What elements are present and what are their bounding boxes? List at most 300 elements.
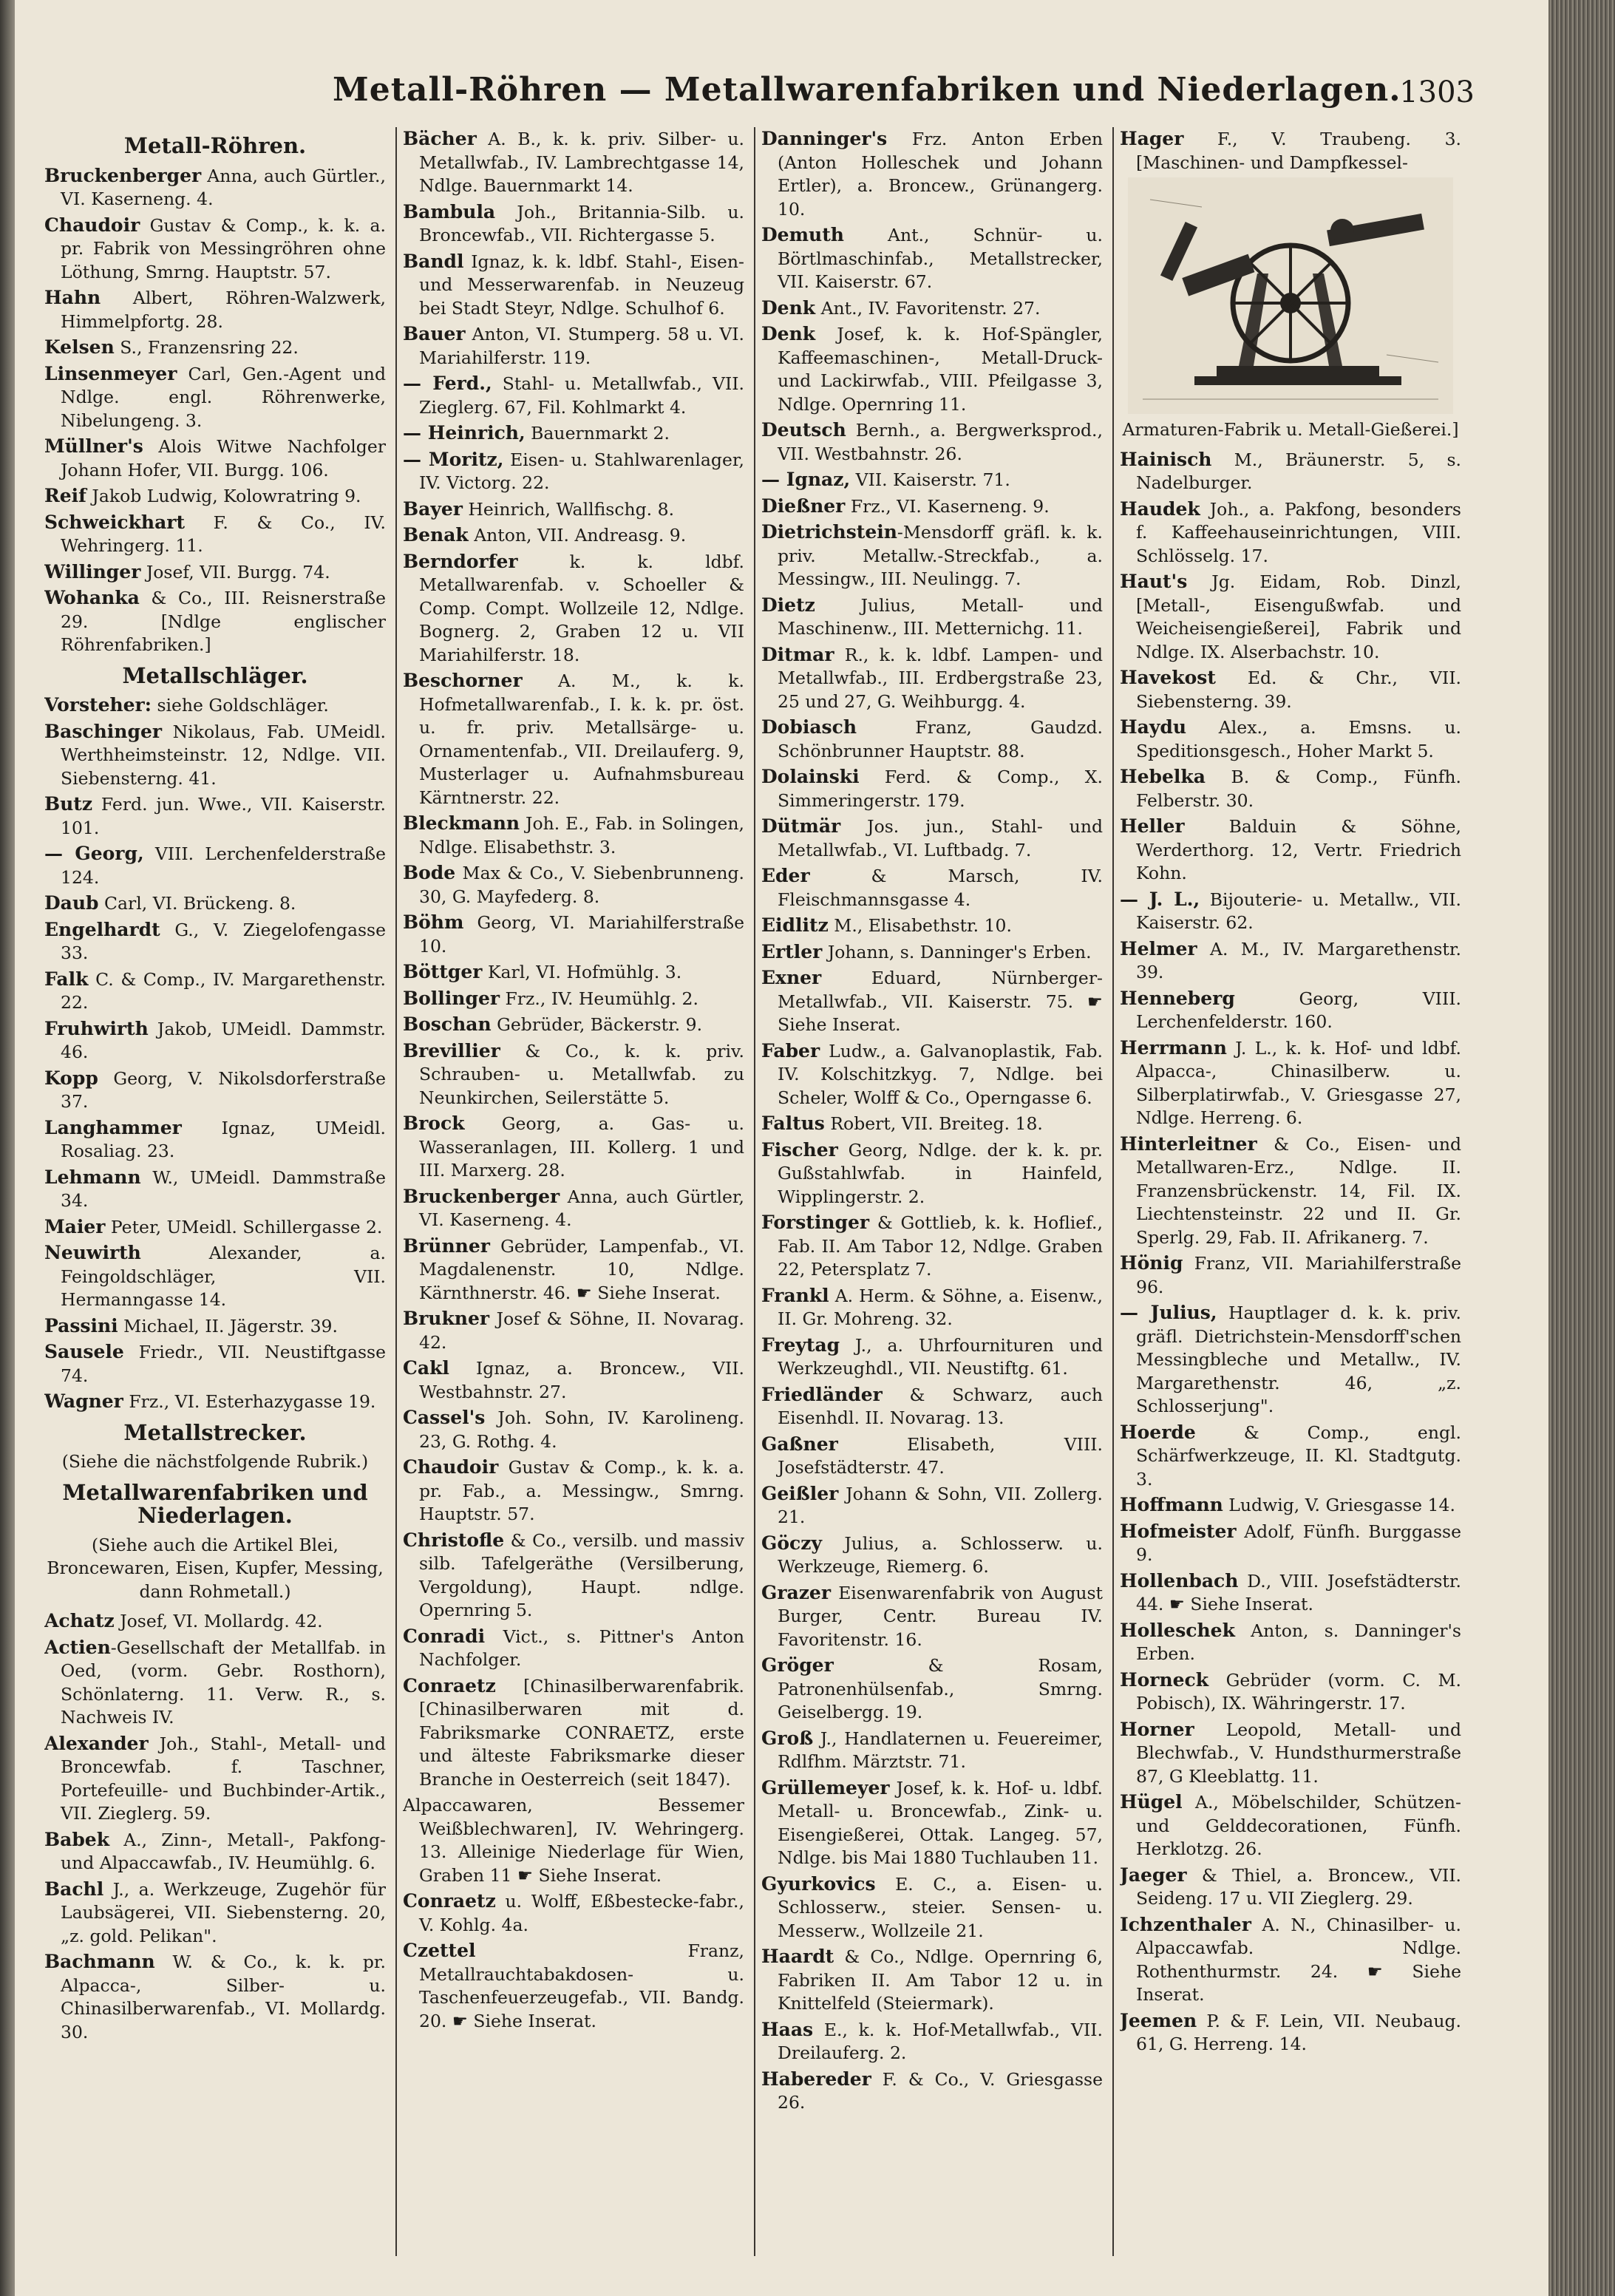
directory-entry xyxy=(403,1013,744,1037)
entry-details: & Co., Eisen- und Metallwaren-Erz., Ndlge. II. Franzensbrückenstr. 14, Fil. IX. Liechtensteinstr. 22 und II. Gr. Sperlg. 29, Fab. II. Afrikanerg. 7. xyxy=(1136,1133,1461,1248)
entry-name: Geißler xyxy=(761,1482,839,1504)
entry-details: Josef & Söhne, II. Novarag. 42. xyxy=(419,1308,744,1353)
entry-details: [Chinasilberwarenfabrik. [Chinasilberwaren mit d. Fabriksmarke CONRAETZ, erste und älteste Fabriksmarke dieser Branche in Oesterreich (seit 1847). xyxy=(419,1675,744,1790)
directory-entry xyxy=(1120,1569,1461,1617)
entry-details: Elisabeth, VIII. Josefstädterstr. 47. xyxy=(778,1433,1103,1478)
column-4-top xyxy=(1120,127,1461,174)
directory-entry xyxy=(44,214,386,285)
entry-details: G., V. Ziegelofengasse 33. xyxy=(61,919,386,963)
entry-name: Schweickhart xyxy=(44,511,186,533)
entry-details: Ignaz, a. Broncew., VII. Westbahnstr. 27. xyxy=(419,1358,744,1402)
entry-details: Bernh., a. Bergwerksprod., VII. Westbahnstr. 26. xyxy=(778,420,1103,464)
entry-details: Josef, k. k. Hof-Spängler, Kaffeemaschinen-, Metall-Druck- und Lackirwfab., VIII. Pfeilgasse 3, Ndlge. Opernring 11. xyxy=(778,324,1103,415)
entry-name: Bruckenberger xyxy=(403,1185,560,1207)
book-binding-shadow xyxy=(0,0,16,2296)
entry-name: Chaudoir xyxy=(44,214,140,236)
entry-name: Bayer xyxy=(403,497,463,520)
directory-entry xyxy=(44,560,386,585)
entry-details: Peter, UMeidl. Schillergasse 2. xyxy=(105,1216,383,1237)
entry-name: Grazer xyxy=(761,1581,831,1603)
directory-entry xyxy=(44,891,386,916)
directory-entry xyxy=(761,1654,1103,1725)
directory-entry xyxy=(403,1793,744,1887)
column-3 xyxy=(761,127,1103,2256)
entry-details: Georg, VI. Mariahilferstraße 10. xyxy=(419,912,744,957)
entry-details: k. k. ldbf. Metallwarenfab. v. Schoeller & Comp. Compt. Wollzeile 12, Ndlge. Bognerg. 2, Graben 12 u. VII Mariahilferstr. 18. xyxy=(419,551,744,665)
directory-entry xyxy=(403,250,744,321)
entry-name: Hebelka xyxy=(1120,766,1206,787)
directory-entry xyxy=(761,643,1103,714)
entry-details: Frz., VI. Esterhazygasse 19. xyxy=(123,1391,376,1412)
column-rule xyxy=(395,127,397,2256)
directory-entry xyxy=(1120,666,1461,713)
directory-entry xyxy=(44,435,386,482)
entry-details: Julius, a. Schlosserw. u. Werkzeuge, Riemerg. 6. xyxy=(778,1532,1103,1577)
directory-entry xyxy=(403,1406,744,1453)
entry-details: Jakob, UMeidl. Dammstr. 46. xyxy=(61,1018,386,1062)
entry-name: Kopp xyxy=(44,1067,98,1089)
entry-name: Daub xyxy=(44,892,99,914)
entry-details: Josef, k. k. Hof- u. ldbf. Metall- u. Broncewfab., Zink- u. Eisengießerei, Ottak. Langeg. 57, Ndlge. bis Mai 1880 Tuchlauben 11. xyxy=(778,1777,1103,1868)
entry-name: Sausele xyxy=(44,1341,124,1362)
entry-name: Hinterleitner xyxy=(1120,1132,1257,1155)
column-rule xyxy=(754,127,755,2256)
directory-entry xyxy=(1120,1864,1461,1911)
entry-details: Friedr., VII. Neustiftgasse 74. xyxy=(61,1342,386,1386)
entry-details: Balduin & Söhne, Werderthorg. 12, Vertr. Friedrich Kohn. xyxy=(1136,816,1461,883)
directory-entry xyxy=(761,1727,1103,1774)
entry-name: — Moritz, xyxy=(403,448,504,470)
entry-details: Stahl- u. Metallwfab., VII. Zieglerg. 67, Fil. Kohlmarkt 4. xyxy=(419,373,744,418)
entry-details: Hauptlager d. k. k. priv. gräfl. Dietrichstein-Mensdorff'schen Messingbleche und Metallw., IV. Margarethenstr. 46, „z. Schlosserjung". xyxy=(1136,1302,1461,1416)
entry-details: VII. Kaiserstr. 71. xyxy=(850,469,1010,490)
directory-entry xyxy=(44,1950,386,2044)
directory-entry xyxy=(1120,1790,1461,1861)
entry-details: J., a. Werkzeuge, Zugehör für Laubsägerei, VII. Siebensterng. 20, „z. gold. Pelikan". xyxy=(61,1878,386,1946)
entry-details: J. L., k. k. Hof- und ldbf. Alpacca-, Chinasilberw. u. Silberplatirwfab., V. Griesgasse 27, Ndlge. Herreng. 6. xyxy=(1136,1037,1461,1128)
entry-name: Conraetz xyxy=(403,1890,496,1912)
entry-details: W., UMeidl. Dammstraße 34. xyxy=(61,1166,386,1211)
entry-name: Haardt xyxy=(761,1946,834,1967)
entry-name: Haut's xyxy=(1120,571,1188,592)
entry-details: Anna, auch Gürtler, VI. Kaserneng. 4. xyxy=(419,1186,744,1230)
directory-entry xyxy=(1120,888,1461,935)
directory-entry xyxy=(1120,716,1461,763)
entry-name: — Ferd., xyxy=(403,373,492,394)
entry-name: Horner xyxy=(1120,1718,1194,1740)
entry-name: Hahn xyxy=(44,287,101,308)
entry-name: Ertler xyxy=(761,940,823,962)
directory-entry xyxy=(1120,987,1461,1034)
directory-entry xyxy=(1120,1718,1461,1789)
entry-name: Hainisch xyxy=(1120,448,1212,470)
entry-name: Frankl xyxy=(761,1284,829,1306)
column-rule xyxy=(1112,127,1114,2256)
directory-entry xyxy=(44,1314,386,1339)
directory-entry xyxy=(761,1482,1103,1529)
entry-details: Alexander, a. Feingoldschläger, VII. Hermanngasse 14. xyxy=(61,1243,386,1310)
entry-name: Bruckenberger xyxy=(44,164,202,186)
entry-details: Frz., VI. Kaserneng. 9. xyxy=(845,495,1050,517)
directory-entry xyxy=(1120,1251,1461,1299)
directory-entry xyxy=(761,966,1103,1037)
entry-details: P. & F. Lein, VII. Neubaug. 61, G. Herreng. 14. xyxy=(1136,2010,1461,2054)
directory-entry xyxy=(44,918,386,965)
directory-entry xyxy=(761,765,1103,812)
entry-name: Vorsteher: xyxy=(44,694,152,716)
directory-entry xyxy=(44,1017,386,1064)
entry-name: Linsenmeyer xyxy=(44,362,177,384)
entry-details: Karl, VI. Hofmühlg. 3. xyxy=(482,962,682,982)
entry-details: siehe Goldschläger. xyxy=(151,695,329,716)
entry-details: A. M., k. k. Hofmetallwarenfab., I. k. k. pr. öst. u. fr. priv. Metallsärge- u. Ornamentenfab., VII. Dreilauferg. 9, Musterlager u. Aufnahmsbureau Kärntnerstr. 22. xyxy=(419,670,744,808)
directory-entry xyxy=(761,495,1103,519)
entry-details: Ant., Schnür- u. Börtlmaschinfab., Metallstrecker, VII. Kaiserstr. 67. xyxy=(778,225,1103,292)
directory-entry xyxy=(403,523,744,548)
entry-name: Böhm xyxy=(403,911,464,933)
entry-details: Ignaz, k. k. ldbf. Stahl-, Eisen- und Messerwarenfab. in Neuzeug bei Stadt Steyr, Ndlge. Schulhof 6. xyxy=(419,251,744,319)
directory-entry xyxy=(761,1532,1103,1579)
directory-entry xyxy=(44,968,386,1015)
directory-entry xyxy=(761,1112,1103,1136)
directory-entry xyxy=(403,1529,744,1623)
entry-details: Carl, VI. Brückeng. 8. xyxy=(98,893,296,914)
directory-entry xyxy=(403,322,744,370)
entry-details: Ed. & Chr., VII. Siebensterng. 39. xyxy=(1136,668,1461,712)
running-header xyxy=(15,71,1548,115)
entry-name: Dolainski xyxy=(761,766,860,787)
directory-entry xyxy=(761,1138,1103,1209)
column-4 xyxy=(1120,127,1461,2256)
directory-entry xyxy=(761,940,1103,965)
entry-details: & Thiel, a. Broncew., VII. Seideng. 17 u. VII Zieglerg. 29. xyxy=(1136,1864,1461,1909)
directory-entry xyxy=(44,1732,386,1826)
entry-name: Henneberg xyxy=(1120,987,1235,1009)
directory-entry xyxy=(761,2018,1103,2065)
directory-entry xyxy=(403,1039,744,1110)
entry-name: Haudek xyxy=(1120,497,1200,520)
directory-entry xyxy=(761,1433,1103,1480)
directory-entry xyxy=(761,1945,1103,2016)
entry-details: F., V. Traubeng. 3. [Maschinen- und Dampfkessel- xyxy=(1136,129,1461,173)
entry-name: Haas xyxy=(761,2018,814,2040)
entry-name: Exner xyxy=(761,967,822,988)
directory-entry xyxy=(761,296,1103,321)
entry-name: Christofle xyxy=(403,1529,505,1551)
directory-entry xyxy=(44,1828,386,1875)
entry-details: Josef, VI. Mollardg. 42. xyxy=(114,1611,323,1631)
entry-name: — Ignaz, xyxy=(761,469,851,490)
entry-name: Demuth xyxy=(761,224,844,245)
directory-page xyxy=(15,0,1548,2296)
directory-entry xyxy=(403,1625,744,1672)
directory-entry xyxy=(761,1776,1103,1870)
entry-name: Bachmann xyxy=(44,1951,155,1972)
entry-details: Gustav & Comp., k. k. a. pr. Fabrik von Messingröhren ohne Löthung, Smrng. Hauptstr. 57. xyxy=(61,214,386,282)
entry-details: Frz., IV. Heumühlg. 2. xyxy=(500,988,698,1009)
entry-name: Brukner xyxy=(403,1308,490,1329)
entry-details: Anton, VII. Andreasg. 9. xyxy=(468,525,687,546)
directory-entry xyxy=(761,1872,1103,1943)
entry-name: Bollinger xyxy=(403,987,500,1009)
column-2 xyxy=(403,127,744,2256)
directory-entry xyxy=(44,286,386,333)
entry-name: Neuwirth xyxy=(44,1242,141,1263)
entry-name: Danninger's xyxy=(761,128,888,149)
directory-entry xyxy=(44,693,386,718)
entry-details: u. Wolff, Eßbestecke-fabr., V. Kohlg. 4a. xyxy=(419,1891,744,1935)
entry-name: Friedländer xyxy=(761,1383,883,1405)
directory-entry xyxy=(1120,2009,1461,2056)
entry-name: Alexander xyxy=(44,1732,149,1754)
entry-name: Conraetz xyxy=(403,1674,496,1696)
entry-details: F. & Co., IV. Wehringerg. 11. xyxy=(61,512,386,556)
entry-name: Maier xyxy=(44,1215,106,1237)
directory-entry xyxy=(403,550,744,668)
entry-details: Jakob Ludwig, Kolowratring 9. xyxy=(86,486,361,506)
entry-name: Cakl xyxy=(403,1357,449,1379)
entry-details: R., k. k. ldbf. Lampen- und Metallwfab., III. Erdbergstraße 23, 25 und 27, G. Weihburgg. 4. xyxy=(778,644,1103,712)
entry-details: Alex., a. Emsns. u. Speditionsgesch., Hoher Markt 5. xyxy=(1136,717,1461,761)
entry-name: Fruhwirth xyxy=(44,1017,149,1039)
directory-entry xyxy=(44,1241,386,1312)
entry-name: Czettel xyxy=(403,1940,476,1961)
entry-details: Joh., Britannia-Silb. u. Broncewfab., VII. Richtergasse 5. xyxy=(419,201,744,245)
directory-entry xyxy=(1120,570,1461,664)
directory-entry xyxy=(44,336,386,360)
entry-name: Boschan xyxy=(403,1013,492,1035)
directory-entry xyxy=(403,1456,744,1526)
entry-details: Ludw., a. Galvanoplastik, Fab. IV. Kolschitzkyg. 7, Ndlge. bei Scheler, Wolff & Co., Operngasse 6. xyxy=(778,1040,1103,1108)
entry-name: Denk xyxy=(761,323,816,344)
entry-details: Georg, a. Gas- u. Wasseranlagen, III. Kollerg. 1 und III. Marxerg. 28. xyxy=(419,1113,744,1181)
entry-details: Carl, Gen.-Agent und Ndlge. engl. Röhrenwerke, Nibelungeng. 3. xyxy=(61,363,386,431)
entry-details: Georg, Ndlge. der k. k. pr. Gußstahlwfab. in Hainfeld, Wipplingerstr. 2. xyxy=(778,1139,1103,1207)
entry-name: — Georg, xyxy=(44,843,144,864)
entry-details: & Co., Ndlge. Opernring 6, Fabriken II. Am Tabor 12 u. in Knittelfeld (Steiermark). xyxy=(778,1946,1103,2014)
entry-details: & Gottlieb, k. k. Hoflief., Fab. II. Am Tabor 12, Ndlge. Graben 22, Petersplatz 7. xyxy=(778,1212,1103,1280)
entry-name: Göczy xyxy=(761,1532,822,1554)
entry-name: Bambula xyxy=(403,200,496,223)
entry-details: Georg, VIII. Lerchenfelderstr. 160. xyxy=(1136,988,1461,1032)
entry-name: Achatz xyxy=(44,1610,115,1631)
entry-details: Ludwig, V. Griesgasse 14. xyxy=(1223,1495,1455,1515)
entry-name: Dobiasch xyxy=(761,716,857,738)
entry-details: Eisenwarenfabrik von August Burger, Centr. Bureau IV. Favoritenstr. 16. xyxy=(778,1582,1103,1650)
entry-name: Böttger xyxy=(403,961,483,982)
entry-details: Robert, VII. Breiteg. 18. xyxy=(824,1113,1043,1134)
entry-name: Conradi xyxy=(403,1625,486,1647)
entry-details: A., Möbelschilder, Schützen- und Gelddecorationen, Fünfh. Herklotzg. 26. xyxy=(1136,1792,1461,1859)
entry-name: Babek xyxy=(44,1828,110,1850)
entry-details: Anna, auch Gürtler., VI. Kaserneng. 4. xyxy=(61,165,386,209)
directory-entry xyxy=(1120,1493,1461,1518)
entry-name: Actien xyxy=(44,1636,111,1658)
directory-entry xyxy=(403,987,744,1011)
directory-entry xyxy=(403,1112,744,1183)
entry-details: Frz. Anton Erben (Anton Holleschek und Johann Ertler), a. Broncew., Grünangerg. 10. xyxy=(778,129,1103,220)
section-heading: Metallstrecker. xyxy=(123,1419,307,1445)
entry-name: Jeemen xyxy=(1120,2009,1197,2031)
entry-details: & Schwarz, auch Eisenhdl. II. Novarag. 13. xyxy=(778,1384,1103,1428)
directory-entry xyxy=(403,1889,744,1937)
entry-name: Groß xyxy=(761,1727,814,1749)
entry-details: VIII. Lerchenfelderstraße 124. xyxy=(61,843,386,888)
entry-name: Cassel's xyxy=(403,1407,486,1428)
entry-details: & Co., III. Reisnerstraße 29. [Ndlge englischer Röhrenfabriken.] xyxy=(61,588,386,655)
directory-entry xyxy=(761,914,1103,938)
directory-entry xyxy=(44,164,386,211)
entry-name: Brevillier xyxy=(403,1039,500,1062)
entry-details: Nikolaus, Fab. UMeidl. Werthheimsteinstr. 12, Ndlge. VII. Siebensterng. 41. xyxy=(61,721,386,789)
entry-name: Holleschek xyxy=(1120,1619,1235,1641)
entry-name: Hoerde xyxy=(1120,1421,1196,1443)
entry-name: Berndorfer xyxy=(403,550,518,572)
entry-details: E., k. k. Hof-Metallwfab., VII. Dreilauferg. 2. xyxy=(778,2019,1103,2063)
entry-details: -Mensdorff gräfl. k. k. priv. Metallw.-Streckfab., a. Messingw., III. Neulingg. 7. xyxy=(778,522,1103,589)
entry-name: Willinger xyxy=(44,560,141,583)
entry-details: J., a. Uhrfournituren und Werkzeughdl., VII. Neustiftg. 61. xyxy=(778,1334,1103,1379)
entry-name: Hönig xyxy=(1120,1252,1183,1274)
directory-entry xyxy=(44,1878,386,1949)
entry-name: Bachl xyxy=(44,1878,104,1900)
entry-details: Jos. jun., Stahl- und Metallwfab., VI. Luftbadg. 7. xyxy=(778,816,1103,860)
entry-name: Hofmeister xyxy=(1120,1520,1237,1542)
section-note: (Siehe auch die Artikel Blei, Broncewaren, Eisen, Kupfer, Messing, dann Rohmetall.) xyxy=(47,1534,384,1602)
illustration-caption: Armaturen-Fabrik u. Metall-Gießerei.] xyxy=(1122,419,1459,440)
entry-details: -Gesellschaft der Metallfab. in Oed, (vorm. Gebr. Rosthorn), Schönlaterng. 11. Verw. R., s. Nachweis IV. xyxy=(61,1637,386,1728)
directory-entry xyxy=(403,372,744,419)
directory-entry xyxy=(1120,448,1461,495)
entry-name: Engelhardt xyxy=(44,918,160,940)
entry-name: Passini xyxy=(44,1314,118,1336)
directory-entry xyxy=(403,812,744,859)
directory-entry xyxy=(403,497,744,522)
entry-details: Ferd. jun. Wwe., VII. Kaiserstr. 101. xyxy=(61,794,386,838)
entry-name: Jaeger xyxy=(1120,1864,1187,1886)
directory-entry xyxy=(44,1636,386,1730)
entry-name: Grüllemeyer xyxy=(761,1776,890,1799)
section-heading: Metallschläger. xyxy=(122,662,308,688)
entry-name: Benak xyxy=(403,524,469,546)
entry-name: Dietrichstein xyxy=(761,521,897,543)
directory-entry xyxy=(44,1609,386,1634)
entry-name: Freytag xyxy=(761,1334,840,1356)
directory-entry xyxy=(1120,765,1461,812)
directory-entry xyxy=(1120,815,1461,886)
entry-details: Bauernmarkt 2. xyxy=(525,423,670,444)
entry-details: Franz, Gaudzd. Schönbrunner Hauptstr. 88. xyxy=(778,717,1103,761)
entry-details: & Marsch, IV. Fleischmannsgasse 4. xyxy=(778,866,1103,910)
directory-entry xyxy=(761,1284,1103,1331)
entry-name: Hollenbach xyxy=(1120,1569,1239,1592)
entry-name: Ditmar xyxy=(761,643,834,665)
entry-details: Joh. Sohn, IV. Karolineng. 23, G. Rothg. 4. xyxy=(419,1407,744,1452)
directory-entry xyxy=(1120,1132,1461,1250)
entry-details: C. & Comp., IV. Margarethenstr. 22. xyxy=(61,968,386,1013)
section-note: (Siehe die nächstfolgende Rubrik.) xyxy=(61,1451,369,1472)
entry-name: Beschorner xyxy=(403,670,523,691)
entry-name: Hager xyxy=(1120,128,1184,149)
directory-entry xyxy=(44,362,386,433)
directory-entry xyxy=(1120,1520,1461,1567)
entry-name: Horneck xyxy=(1120,1668,1209,1691)
directory-entry xyxy=(44,1215,386,1240)
directory-entry xyxy=(761,418,1103,466)
entry-name: Faltus xyxy=(761,1113,825,1134)
directory-entry xyxy=(1120,1668,1461,1716)
directory-entry xyxy=(44,1116,386,1164)
entry-name: Chaudoir xyxy=(403,1456,499,1478)
directory-entry xyxy=(1120,1619,1461,1666)
entry-details: Joh., a. Pakfong, besonders f. Kaffeehauseinrichtungen, VIII. Schlösselg. 17. xyxy=(1136,498,1461,566)
entry-name: Lehmann xyxy=(44,1166,141,1188)
directory-entry xyxy=(403,1674,744,1792)
entry-name: Deutsch xyxy=(761,419,846,441)
directory-entry xyxy=(761,815,1103,862)
entry-details: Julius, Metall- und Maschinenw., III. Metternichg. 11. xyxy=(778,594,1103,639)
page-number: 1303 xyxy=(1399,75,1475,109)
entry-details: W. & Co., k. k. pr. Alpacca-, Silber- u. Chinasilberwarenfab., VI. Mollardg. 30. xyxy=(61,1952,386,2042)
entry-details: A. B., k. k. priv. Silber- u. Metallwfab., IV. Lambrechtgasse 14, Ndlge. Bauernmarkt 14. xyxy=(419,129,744,196)
entry-name: Gaßner xyxy=(761,1433,838,1455)
entry-details: Ant., IV. Favoritenstr. 27. xyxy=(815,297,1041,319)
entry-name: Bächer xyxy=(403,128,477,149)
directory-entry xyxy=(403,127,744,198)
entry-details: Gebrüder, Bäckerstr. 9. xyxy=(491,1014,703,1035)
entry-details: Eduard, Nürnberger-Metallwfab., VII. Kaiserstr. 75. ☛ Siehe Inserat. xyxy=(778,968,1103,1035)
directory-entry xyxy=(761,1334,1103,1381)
column-1 xyxy=(44,127,386,2256)
entry-details: Alois Witwe Nachfolger Johann Hofer, VII. Burgg. 106. xyxy=(61,436,386,480)
entry-details: A. N., Chinasilber- u. Alpaccawfab. Ndlge. Rothenthurmstr. 24. ☛ Siehe Inserat. xyxy=(1136,1914,1461,2005)
directory-entry xyxy=(403,1185,744,1232)
entry-details: A. Herm. & Söhne, a. Eisenw., II. Gr. Mohreng. 32. xyxy=(778,1285,1103,1329)
entry-name: Eder xyxy=(761,865,810,886)
entry-name: Fischer xyxy=(761,1138,838,1161)
directory-entry xyxy=(761,716,1103,763)
entry-details: Michael, II. Jägerstr. 39. xyxy=(118,1315,338,1336)
entry-name: Kelsen xyxy=(44,336,115,358)
entry-details: J., Handlaternen u. Feuereimer, Rdlfhm. Märztstr. 71. xyxy=(778,1728,1103,1772)
entry-name: Hügel xyxy=(1120,1791,1183,1813)
column-4-bottom xyxy=(1120,448,1461,2056)
page-title: Metall-Röhren — Metallwarenfabriken und Niederlagen. xyxy=(333,71,1401,109)
entry-details: & Rosam, Patronenhülsenfab., Smrng. Geiselbergg. 19. xyxy=(778,1655,1103,1722)
directory-entry xyxy=(44,842,386,889)
directory-entry xyxy=(403,1356,744,1404)
directory-entry xyxy=(761,468,1103,492)
entry-name: Gröger xyxy=(761,1654,834,1676)
entry-details: M., Bräunerstr. 5, s. Nadelburger. xyxy=(1136,449,1461,493)
machine-illustration xyxy=(1128,177,1453,414)
directory-entry xyxy=(1120,497,1461,568)
entry-name: Bauer xyxy=(403,323,466,344)
entry-name: Dietz xyxy=(761,594,815,616)
entry-details: Eisen- u. Stahlwarenlager, IV. Victorg. 22. xyxy=(419,449,744,493)
entry-details: Gustav & Comp., k. k. a. pr. Fab., a. Messingw., Smrng. Hauptstr. 57. xyxy=(419,1457,744,1524)
directory-entry xyxy=(44,1067,386,1114)
directory-entry xyxy=(403,200,744,248)
entry-details: Jg. Eidam, Rob. Dinzl, [Metall-, Eisengußwfab. und Weicheisengießerei], Fabrik und Ndlge. IX. Alserbachstr. 10. xyxy=(1136,571,1461,662)
directory-entry xyxy=(44,511,386,558)
directory-entry xyxy=(1120,1913,1461,2007)
entry-details: A. M., IV. Margarethenstr. 39. xyxy=(1136,938,1461,982)
entry-name: Bleckmann xyxy=(403,812,520,834)
entry-name: Heller xyxy=(1120,815,1185,837)
entry-name: Haydu xyxy=(1120,716,1187,738)
entry-details: Heinrich, Wallfischg. 8. xyxy=(462,498,675,520)
